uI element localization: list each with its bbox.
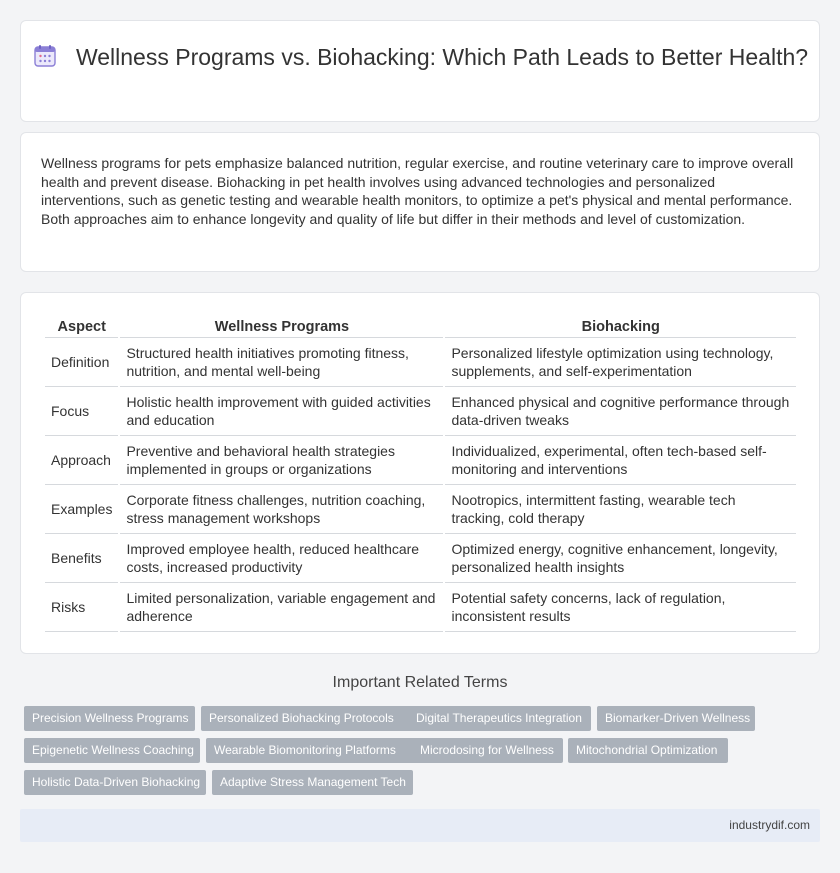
header-aspect: Aspect bbox=[45, 317, 118, 338]
row-biohacking: Individualized, experimental, often tech-based self-monitoring and interventions bbox=[445, 436, 796, 485]
row-aspect: Focus bbox=[45, 387, 118, 436]
row-aspect: Definition bbox=[45, 338, 118, 387]
tag-digital-therapeutics[interactable]: Digital Therapeutics Integration bbox=[408, 706, 591, 731]
row-wellness: Limited personalization, variable engagement and adherence bbox=[120, 583, 443, 632]
tag-precision-wellness[interactable]: Precision Wellness Programs bbox=[24, 706, 195, 731]
table-row bbox=[45, 534, 796, 583]
row-wellness: Improved employee health, reduced healthcare costs, increased productivity bbox=[120, 534, 443, 583]
tag-personalized-biohacking[interactable]: Personalized Biohacking Protocols bbox=[201, 706, 427, 731]
tag-biomarker-driven[interactable]: Biomarker-Driven Wellness bbox=[597, 706, 755, 731]
row-biohacking: Nootropics, intermittent fasting, wearable tech tracking, cold therapy bbox=[445, 485, 796, 534]
intro-paragraph: Wellness programs for pets emphasize balanced nutrition, regular exercise, and routine veterinary care to improve overall health and prevent disease. Biohacking in pet health involves using advanced technologies and personalized interventions, such as genetic testing and wearable health monitors, to optimize a pet's physical and mental performance. Both approaches aim to enhance longevity and quality of life but differ in their methods and level of customization. bbox=[41, 155, 794, 227]
title-card bbox=[20, 20, 820, 122]
page-title-wrap bbox=[21, 43, 819, 72]
table-row bbox=[45, 583, 796, 632]
header-biohacking: Biohacking bbox=[445, 317, 796, 338]
table-row bbox=[45, 436, 796, 485]
row-wellness: Holistic health improvement with guided activities and education bbox=[120, 387, 443, 436]
row-wellness: Preventive and behavioral health strategies implemented in groups or organizations bbox=[120, 436, 443, 485]
tag-mitochondrial[interactable]: Mitochondrial Optimization bbox=[568, 738, 728, 763]
row-aspect: Benefits bbox=[45, 534, 118, 583]
tag-holistic-biohacking[interactable]: Holistic Data-Driven Biohacking bbox=[24, 770, 206, 795]
footer bbox=[20, 809, 820, 842]
row-aspect: Risks bbox=[45, 583, 118, 632]
comparison-card bbox=[20, 292, 820, 654]
page-title: Wellness Programs vs. Biohacking: Which Path Leads to Better Health? bbox=[75, 44, 809, 70]
table-row bbox=[45, 485, 796, 534]
row-biohacking: Potential safety concerns, lack of regulation, inconsistent results bbox=[445, 583, 796, 632]
row-aspect: Examples bbox=[45, 485, 118, 534]
related-terms-title: Important Related Terms bbox=[332, 674, 508, 691]
table-row bbox=[45, 338, 796, 387]
tag-adaptive-stress[interactable]: Adaptive Stress Management Tech bbox=[212, 770, 413, 795]
row-aspect: Approach bbox=[45, 436, 118, 485]
row-wellness: Corporate fitness challenges, nutrition coaching, stress management workshops bbox=[120, 485, 443, 534]
tag-microdosing[interactable]: Microdosing for Wellness bbox=[412, 738, 563, 763]
header-wellness: Wellness Programs bbox=[120, 317, 443, 338]
comparison-table bbox=[43, 317, 798, 632]
footer-site: industrydif.com bbox=[729, 818, 810, 832]
row-biohacking: Enhanced physical and cognitive performance through data-driven tweaks bbox=[445, 387, 796, 436]
row-wellness: Structured health initiatives promoting fitness, nutrition, and mental well-being bbox=[120, 338, 443, 387]
tag-epigenetic-coaching[interactable]: Epigenetic Wellness Coaching bbox=[24, 738, 200, 763]
row-biohacking: Optimized energy, cognitive enhancement, longevity, personalized health insights bbox=[445, 534, 796, 583]
tag-wearable-biomonitoring[interactable]: Wearable Biomonitoring Platforms bbox=[206, 738, 427, 763]
calendar-icon bbox=[32, 43, 58, 69]
table-header-row bbox=[45, 317, 796, 338]
row-biohacking: Personalized lifestyle optimization using technology, supplements, and self-experimentation bbox=[445, 338, 796, 387]
intro-card bbox=[20, 132, 820, 272]
table-row bbox=[45, 387, 796, 436]
